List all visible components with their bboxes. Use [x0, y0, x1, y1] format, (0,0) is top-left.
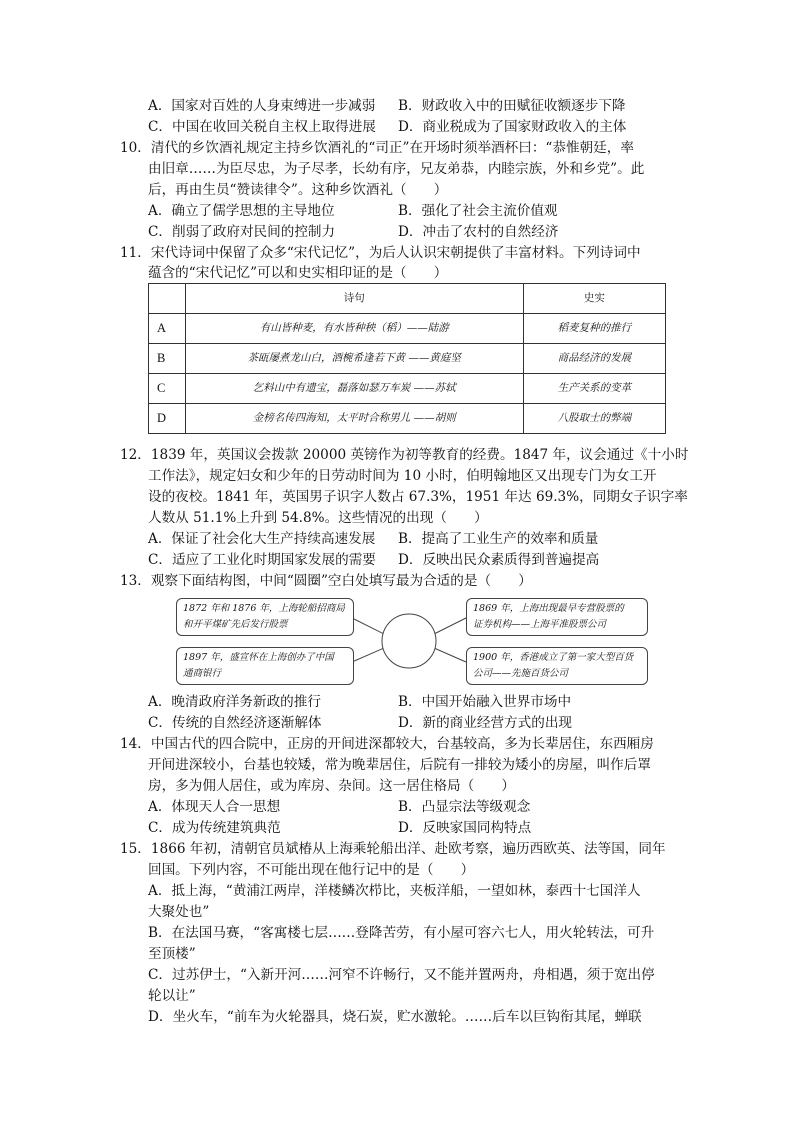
- q10-stem-line-3: 后，再由生员“赞读律令”。这种乡饮酒礼（ ）: [148, 182, 448, 198]
- table-row: [149, 344, 666, 374]
- row-poem: 乞料山中有遗宝，磊落如瑟万车炭 ——苏轼: [185, 374, 523, 404]
- row-poem: 金榜名传四海知，太平时合称男儿 ——胡则: [185, 404, 523, 434]
- row-fact: 商品经济的发展: [523, 344, 665, 374]
- box-text-line: 通商银行: [183, 668, 222, 679]
- q10-option-c: C．削弱了政府对民间的控制力: [148, 224, 336, 240]
- box-text-line: 1897 年，盛宣怀在上海创办了中国: [183, 652, 334, 663]
- q14-stem-line-1: 14．中国古代的四合院中，正房的开间进深都较大，台基较高，多为长辈居住，东西厢房: [120, 736, 654, 752]
- q11-stem-line-2: 蕴含的“宋代记忆”可以和史实相印证的是（ ）: [148, 265, 448, 281]
- row-label: A: [149, 314, 186, 344]
- poem-history-table: [148, 283, 666, 434]
- q9-option-c: C．中国在收回关税自主权上取得进展: [148, 119, 376, 135]
- q14-option-b: B．凸显宗法等级观念: [398, 799, 531, 815]
- q14-option-d: D．反映家国同构特点: [398, 820, 532, 836]
- q13-option-a: A．晚清政府洋务新政的推行: [148, 694, 321, 710]
- q13-option-c: C．传统的自然经济逐渐解体: [148, 715, 322, 731]
- box-text-line: 公司——先施百货公司: [473, 668, 569, 679]
- q15-stem-line-1: 15．1866 年初，清朝官员斌椿从上海乘轮船出洋、赴欧考察，遍历西欧英、法等国，同年: [120, 841, 666, 857]
- row-label: B: [149, 344, 186, 374]
- q15-option-c-line-1: C．过苏伊士，“入新开河……河窄不许畅行，又不能并置两舟，舟相遇，须于宽出停: [148, 967, 655, 983]
- connector-bottom-left: [352, 648, 384, 662]
- q12-stem-line-2: 工作法》，规定妇女和少年的日劳动时间为 10 小时，伯明翰地区又出现专门为女工开: [148, 468, 657, 484]
- q13-option-b: B．中国开始融入世界市场中: [398, 694, 572, 710]
- row-label: D: [149, 404, 186, 434]
- q9-option-d: D．商业税成为了国家财政收入的主体: [398, 119, 627, 135]
- q9-option-a: A．国家对百姓的人身束缚进一步减弱: [148, 98, 376, 114]
- q12-option-b: B．提高了工业生产的效率和质量: [398, 531, 599, 547]
- table-row: [149, 374, 666, 404]
- q15-option-b-line-1: B．在法国马赛，“客寓楼七层……登降苦劳，有小屋可容六七人，用火轮转法，可升: [148, 925, 655, 941]
- row-fact: 稻麦复种的推行: [523, 314, 665, 344]
- q14-option-c: C．成为传统建筑典范: [148, 820, 281, 836]
- q12-stem-line-3: 设的夜校。1841 年，英国男子识字人数占 67.3%，1951 年达 69.3%，同期女子识字率: [148, 489, 688, 505]
- q15-option-a-line-1: A．抵上海，“黄浦江两岸，洋楼鳞次栉比，夹板洋船，一望如林，泰西十七国洋人: [148, 883, 641, 899]
- table-header-row: [149, 284, 666, 314]
- table-row: [149, 314, 666, 344]
- table-header-label: [149, 284, 186, 314]
- q10-option-a: A．确立了儒学思想的主导地位: [148, 203, 335, 219]
- box-text-line: 1900 年，香港成立了第一家大型百货: [473, 652, 634, 663]
- q12-option-c: C．适应了工业化时期国家发展的需要: [148, 552, 376, 568]
- connector-top-right: [434, 618, 466, 634]
- q9-option-b: B．财政收入中的田赋征收额逐步下降: [398, 98, 626, 114]
- q15-stem-line-2: 回国。下列内容，不可能出现在他行记中的是（ ）: [148, 862, 475, 878]
- q15-option-d-line-1: D．坐火车，“前车为火轮器具，烧石炭，贮水激轮。……后车以巨钩衔其尾，蝉联: [148, 1009, 642, 1025]
- box-text-line: 和开平煤矿先后发行股票: [183, 619, 288, 630]
- diagram-box-top-right: [466, 598, 648, 636]
- q14-stem-line-2: 开间进深较小，台基也较矮，常为晚辈居住，后院有一排较为矮小的房屋，叫作后罩: [148, 757, 651, 773]
- q10-option-b: B．强化了社会主流价值观: [398, 203, 558, 219]
- connector-top-left: [352, 618, 384, 634]
- q15-option-b-line-2: 至顶楼”: [148, 946, 196, 962]
- q10-stem-line-1: 10．清代的乡饮酒礼规定主持乡饮酒礼的“司正”在开场时须举酒杯曰：“恭惟朝廷，率: [120, 140, 634, 156]
- q15-option-a-line-2: 大聚处也”: [148, 904, 210, 920]
- row-fact: 生产关系的变革: [523, 374, 665, 404]
- table-header-fact: 史实: [523, 284, 665, 314]
- q12-option-d: D．反映出民众素质得到普遍提高: [398, 552, 600, 568]
- row-poem: 茶瓯屡煮龙山白，酒椀希逢若下黄 ——黄庭坚: [185, 344, 523, 374]
- q10-stem-line-2: 由旧章……为臣尽忠，为子尽孝，长幼有序，兄友弟恭，内睦宗族，外和乡党”。此: [148, 161, 645, 177]
- diagram-box-top-left: [176, 598, 354, 636]
- row-fact: 八股取士的弊端: [523, 404, 665, 434]
- box-text-line: 1869 年，上海出现最早专营股票的: [473, 603, 624, 614]
- diagram-box-bottom-left: [176, 647, 354, 685]
- q14-stem-line-3: 房，多为佣人居住，或为库房、杂间。这一居住格局（ ）: [148, 778, 516, 794]
- box-text-line: 证券机构——上海平准股票公司: [473, 619, 607, 630]
- row-poem: 有山皆种麦，有水皆种秧（稻）——陆游: [185, 314, 523, 344]
- blank-circle: [382, 614, 436, 668]
- table-row: [149, 404, 666, 434]
- box-text-line: 1872 年和 1876 年，上海轮船招商局: [183, 603, 345, 614]
- connector-bottom-right: [434, 648, 466, 662]
- q14-option-a: A．体现天人合一思想: [148, 799, 281, 815]
- q15-option-c-line-2: 轮以让”: [148, 988, 196, 1004]
- q12-option-a: A．保证了社会化大生产持续高速发展: [148, 531, 376, 547]
- table-header-poem: 诗句: [185, 284, 523, 314]
- q11-stem-line-1: 11．宋代诗词中保留了众多“宋代记忆”，为后人认识宋朝提供了丰富材料。下列诗词中: [120, 245, 641, 261]
- q10-option-d: D．冲击了农村的自然经济: [398, 224, 559, 240]
- q12-stem-line-4: 人数从 51.1%上升到 54.8%。这些情况的出现（ ）: [148, 510, 488, 526]
- q13-stem-line-1: 13．观察下面结构图，中间“圆圈”空白处填写最为合适的是（ ）: [120, 573, 532, 589]
- q13-option-d: D．新的商业经营方式的出现: [398, 715, 573, 731]
- row-label: C: [149, 374, 186, 404]
- q12-stem-line-1: 12．1839 年，英国议会拨款 20000 英镑作为初等教育的经费。1847 年，议会通过《十小时: [120, 447, 689, 463]
- diagram-box-bottom-right: [466, 647, 648, 685]
